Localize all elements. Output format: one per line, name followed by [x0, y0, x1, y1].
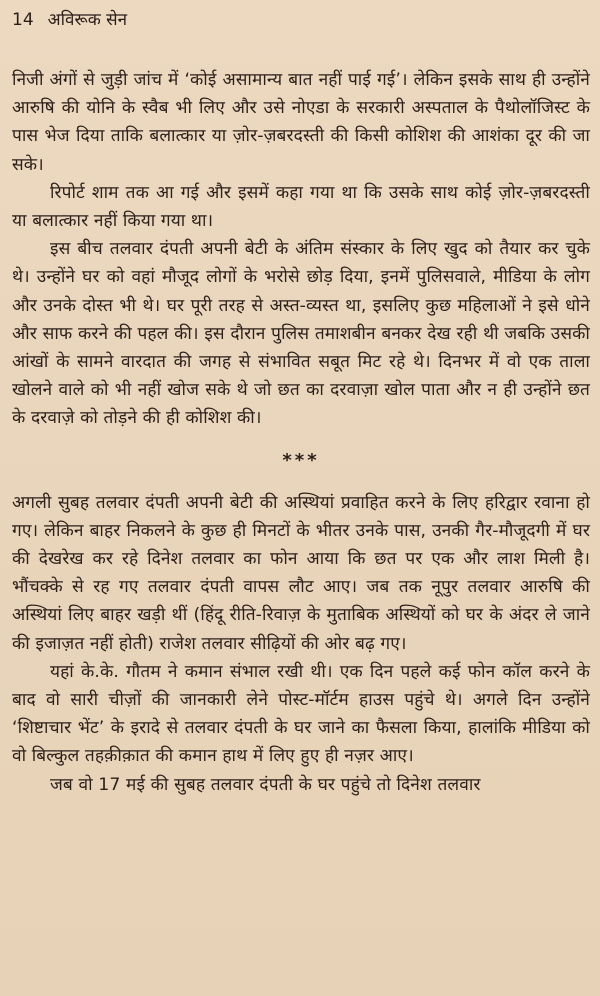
paragraph-5: यहां के.के. गौतम ने कमान संभाल रखी थी। एक दिन पहले कई फोन कॉल करने के बाद वो सारी चीज़ों की जानकारी लेने पोस्ट-मॉर्टम हाउस पहुंचे थे। अगले दिन उन्होंने ‘शिष्टाचार भेंट’ के इरादे से तलवार दंपती के घर जाने का फैसला किया, हालांकि मीडिया को वो बिल्कुल तहक़ीक़ात की कमान हाथ में लिए हुए ही नज़र आए। [12, 661, 590, 767]
running-title: अविरूक सेन [47, 10, 128, 30]
paragraph-2: रिपोर्ट शाम तक आ गई और इसमें कहा गया था कि उसके साथ कोई ज़ोर-ज़बरदस्ती या बलात्कार नहीं किया गया था। [12, 182, 590, 232]
paragraph-6: जब वो 17 मई की सुबह तलवार दंपती के घर पहुंचे तो दिनेश तलवार [50, 774, 481, 795]
paragraph-1: निजी अंगों से जुड़ी जांच में ‘कोई असामान्य बात नहीं पाई गई’। लेकिन इसके साथ ही उन्होंने आरुषि की योनि के स्वैब भी लिए और उसे नोएडा के सरकारी अस्पताल के पैथोलॉजिस्ट के पास भेज दिया ताकि बलात्कार या ज़ोर-ज़बरदस्ती की किसी कोशिश की आशंका दूर की जा सके। [12, 70, 590, 175]
section-separator: *** [282, 449, 320, 471]
paragraph-3: इस बीच तलवार दंपती अपनी बेटी के अंतिम संस्कार के लिए खुद को तैयार कर चुके थे। उन्होंने घर को वहां मौजूद लोगों के भरोसे छोड़ दिया, इनमें पुलिसवाले, मीडिया के लोग और उनके दोस्त भी थे। घर पूरी तरह से अस्त-व्यस्त था, इसलिए कुछ महिलाओं ने इसे धोने और साफ करने की पहल की। इस दौरान पुलिस तमाशबीन बनकर देख रही थी जबकि उसकी आंखों के सामने वारदात की जगह से संभावित सबूत मिट रहे थे। दिनभर में वो एक ताला खोलने वाले को भी नहीं खोज सके थे जो छत का दरवाज़ा खोल पाता और न ही उन्होंने छत के दरवाज़े को तोड़ने की ही कोशिश की। [12, 239, 590, 429]
body-text [12, 66, 590, 799]
paragraph-4: अगली सुबह तलवार दंपती अपनी बेटी की अस्थियां प्रवाहित करने के लिए हरिद्वार रवाना हो गए। लेकिन बाहर निकलने के कुछ ही मिनटों के भीतर उनके पास, उनकी गैर-मौजूदगी में घर की देखरेख कर रहे दिनेश तलवार का फोन आया कि छत पर एक और लाश मिली है। भौंचक्के से रह गए तलवार दंपती वापस लौट आए। जब तक नूपुर तलवार आरुषि की अस्थियां लिए बाहर खड़ी थीं (हिंदू रीति-रिवाज़ के मुताबिक अस्थियों को घर के अंदर ले जाने की इजाज़त नहीं होती) राजेश तलवार सीढ़ियों की ओर बढ़ गए। [12, 492, 590, 654]
page-header [12, 8, 590, 38]
page-number: 14 [12, 10, 34, 30]
